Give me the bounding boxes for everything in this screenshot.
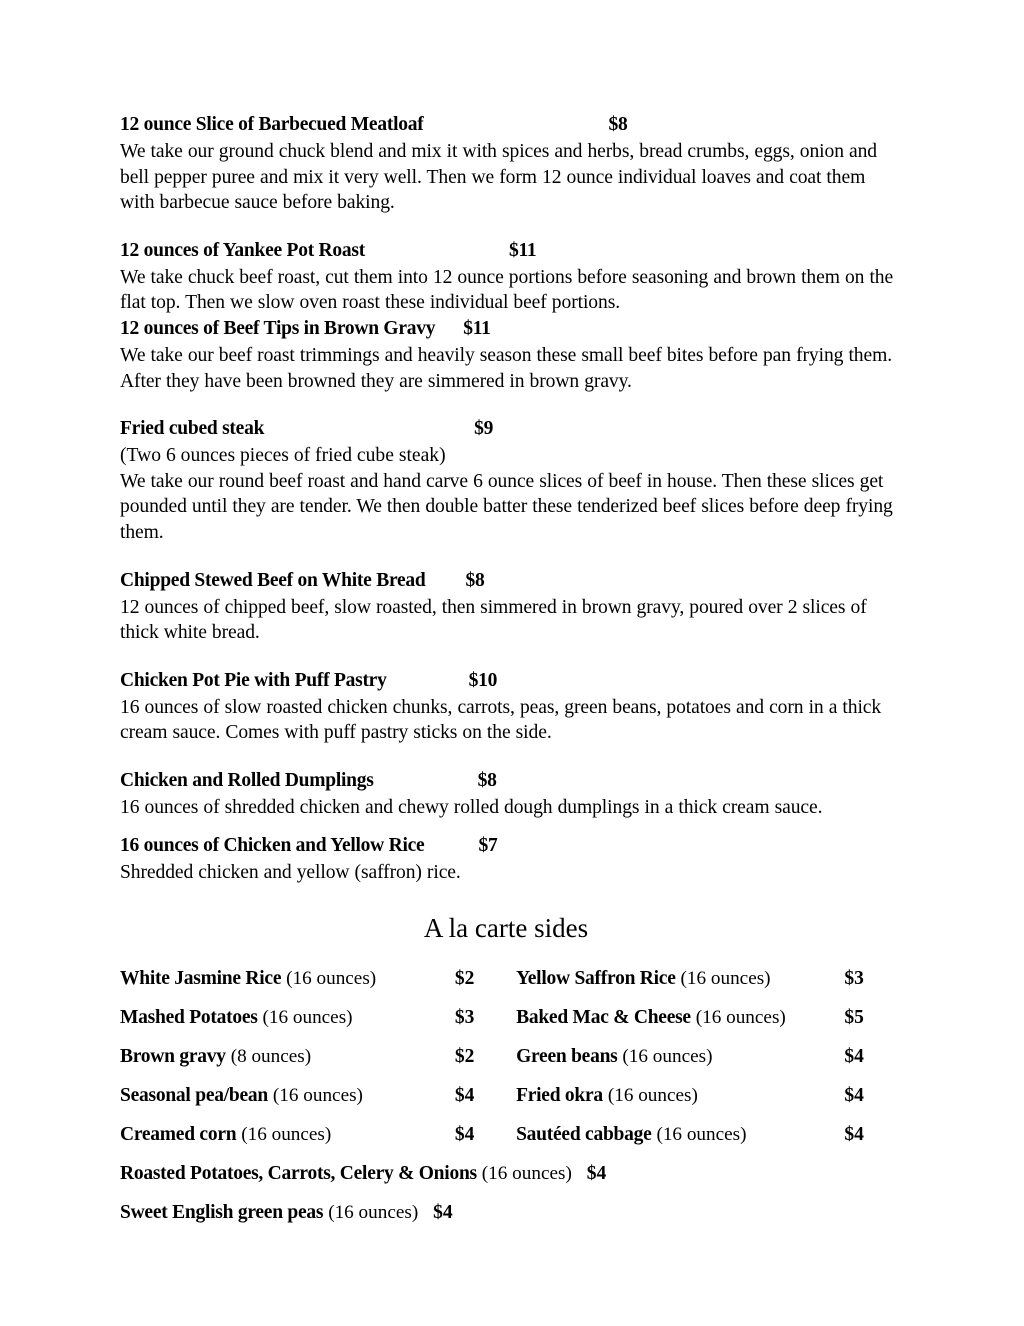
side-item-price: $4 [844, 1046, 864, 1068]
side-item-quantity: (16 ounces) [680, 968, 771, 990]
side-item-wide [120, 1154, 910, 1193]
sides-row-wide [120, 1154, 910, 1193]
side-item-name: Fried okra [516, 1085, 603, 1107]
side-item-right [516, 1076, 844, 1115]
entree-heading [120, 768, 898, 794]
side-item-price: $3 [454, 1007, 475, 1029]
entree-description: We take our round beef roast and hand carve 6 ounce slices of beef in house. Then these slices get pounded until they are tender. We then double batter these tenderized beef slices before deep frying them. [120, 470, 893, 543]
side-item-name: Sautéed cabbage [516, 1124, 652, 1146]
entree-item [120, 112, 898, 216]
side-item-quantity: (16 ounces) [272, 1085, 363, 1107]
entree-item [120, 568, 898, 646]
side-item-price-cell-left [455, 1076, 516, 1115]
side-item-price: $4 [844, 1124, 864, 1146]
sides-table-body [120, 959, 910, 1232]
side-item-name: Sweet English green peas [120, 1202, 324, 1224]
side-item-price: $4 [844, 1085, 864, 1107]
entree-price: $7 [478, 834, 498, 856]
side-item-price-cell-left [455, 998, 516, 1037]
side-item-name: Creamed corn [120, 1124, 237, 1146]
entree-price: $8 [477, 769, 497, 791]
side-item-price: $2 [454, 1046, 475, 1068]
side-item-quantity: (8 ounces) [230, 1046, 312, 1068]
entree-item [120, 768, 898, 821]
side-item-name: White Jasmine Rice [120, 968, 282, 990]
side-item-price-cell-right [844, 998, 910, 1037]
entree-name: Chicken Pot Pie with Puff Pastry [120, 669, 387, 691]
side-item-right [516, 959, 844, 998]
entree-name: 12 ounces of Beef Tips in Brown Gravy [120, 317, 436, 339]
entree-price: $11 [463, 317, 491, 339]
entree-price: $9 [474, 418, 494, 440]
side-item-name: Green beans [516, 1046, 618, 1068]
entree-head-spacer [424, 833, 478, 859]
entree-name: 12 ounces of Yankee Pot Roast [120, 239, 365, 261]
entree-item [120, 238, 898, 316]
entree-head-spacer [365, 238, 509, 264]
a-la-carte-sides-heading: A la carte sides [423, 913, 589, 944]
side-item-left [120, 998, 455, 1037]
sides-row [120, 1076, 910, 1115]
sides-row-wide [120, 1193, 910, 1232]
side-item-right [516, 1037, 844, 1076]
entree-head-spacer [426, 568, 466, 594]
side-item-left [120, 1037, 455, 1076]
entree-description: 12 ounces of chipped beef, slow roasted, then simmered in brown gravy, poured over 2 slices of thick white bread. [120, 596, 867, 644]
entree-name: Chipped Stewed Beef on White Bread [120, 569, 426, 591]
side-item-price-cell-right [844, 959, 910, 998]
sides-row [120, 1115, 910, 1154]
entree-heading [120, 568, 898, 594]
entree-heading [120, 416, 898, 442]
entree-heading [120, 668, 898, 694]
side-item-price-cell-left [455, 1037, 516, 1076]
entree-heading [120, 112, 898, 138]
side-item-quantity: (16 ounces) [607, 1085, 698, 1107]
entree-name: Fried cubed steak [120, 418, 265, 440]
side-item-price: $4 [454, 1124, 475, 1146]
entree-note: (Two 6 ounces pieces of fried cube steak) [120, 445, 446, 467]
side-item-left [120, 1115, 455, 1154]
side-item-quantity: (16 ounces) [262, 1007, 353, 1029]
side-item-right [516, 1115, 844, 1154]
entree-description: 16 ounces of shredded chicken and chewy rolled dough dumplings in a thick cream sauce. [120, 796, 823, 818]
entree-head-spacer [435, 316, 463, 342]
entree-head-spacer [387, 668, 469, 694]
entree-description: 16 ounces of slow roasted chicken chunks, carrots, peas, green beans, potatoes and corn in a thick cream sauce. Comes with puff pastry sticks on the side. [120, 696, 882, 744]
side-item-price-cell-right [844, 1076, 910, 1115]
entree-head-spacer [264, 416, 474, 442]
side-item-quantity: (16 ounces) [695, 1007, 786, 1029]
side-item-price: $4 [454, 1085, 475, 1107]
side-item-quantity: (16 ounces) [241, 1124, 332, 1146]
entree-description: We take chuck beef roast, cut them into 12 ounce portions before seasoning and brown them on the flat top. Then we slow oven roast these individual beef portions. [120, 266, 894, 314]
entree-description: We take our beef roast trimmings and heavily season these small beef bites before pan frying them. After they have been browned they are simmered in brown gravy. [120, 344, 893, 392]
side-item-quantity: (16 ounces) [286, 968, 377, 990]
side-item-left [120, 959, 455, 998]
side-item-price: $4 [586, 1163, 607, 1185]
side-item-quantity: (16 ounces) [622, 1046, 713, 1068]
side-item-left [120, 1076, 455, 1115]
entree-price: $8 [465, 569, 485, 591]
entree-price: $10 [468, 669, 498, 691]
entree-name: 16 ounces of Chicken and Yellow Rice [120, 834, 425, 856]
entree-heading [120, 833, 898, 859]
side-item-price-cell-left [455, 1115, 516, 1154]
side-item-name: Baked Mac & Cheese [516, 1007, 691, 1029]
entree-description: We take our ground chuck blend and mix it with spices and herbs, bread crumbs, eggs, onion and bell pepper puree and mix it very well. Then we form 12 ounce individual loaves and coat them with barbecue sauce before baking. [120, 141, 878, 214]
entree-description: Shredded chicken and yellow (saffron) rice. [120, 861, 461, 883]
side-item-price: $3 [844, 968, 864, 990]
side-item-right [516, 998, 844, 1037]
entree-name: Chicken and Rolled Dumplings [120, 769, 374, 791]
side-item-price: $2 [454, 968, 475, 990]
entree-item [120, 416, 898, 545]
entree-heading [120, 238, 898, 264]
sides-row [120, 959, 910, 998]
side-item-price-cell-left [455, 959, 516, 998]
side-item-price: $5 [844, 1007, 864, 1029]
side-item-name: Brown gravy [120, 1046, 226, 1068]
entree-head-spacer [374, 768, 478, 794]
side-item-name: Seasonal pea/bean [120, 1085, 268, 1107]
side-item-name: Roasted Potatoes, Carrots, Celery & Onions [120, 1163, 477, 1185]
side-item-name: Yellow Saffron Rice [516, 968, 676, 990]
entree-price: $8 [608, 114, 628, 135]
entree-name: 12 ounce Slice of Barbecued Meatloaf [120, 114, 424, 135]
side-item-wide [120, 1193, 910, 1232]
entree-head-spacer [424, 112, 609, 138]
side-item-name: Mashed Potatoes [120, 1007, 258, 1029]
sides-row [120, 1037, 910, 1076]
side-item-price: $4 [433, 1202, 453, 1224]
sides-row [120, 998, 910, 1037]
side-item-quantity: (16 ounces) [656, 1124, 747, 1146]
side-item-quantity: (16 ounces) [328, 1202, 419, 1224]
entree-heading [120, 316, 898, 342]
a-la-carte-sides-table [120, 959, 910, 1232]
entree-item [120, 316, 898, 394]
side-item-price-cell-right [844, 1115, 910, 1154]
entree-item [120, 833, 898, 886]
side-item-quantity: (16 ounces) [481, 1163, 572, 1185]
side-item-price-cell-right [844, 1037, 910, 1076]
entree-price: $11 [508, 239, 537, 261]
entree-item [120, 668, 898, 746]
entree-list [120, 112, 898, 885]
